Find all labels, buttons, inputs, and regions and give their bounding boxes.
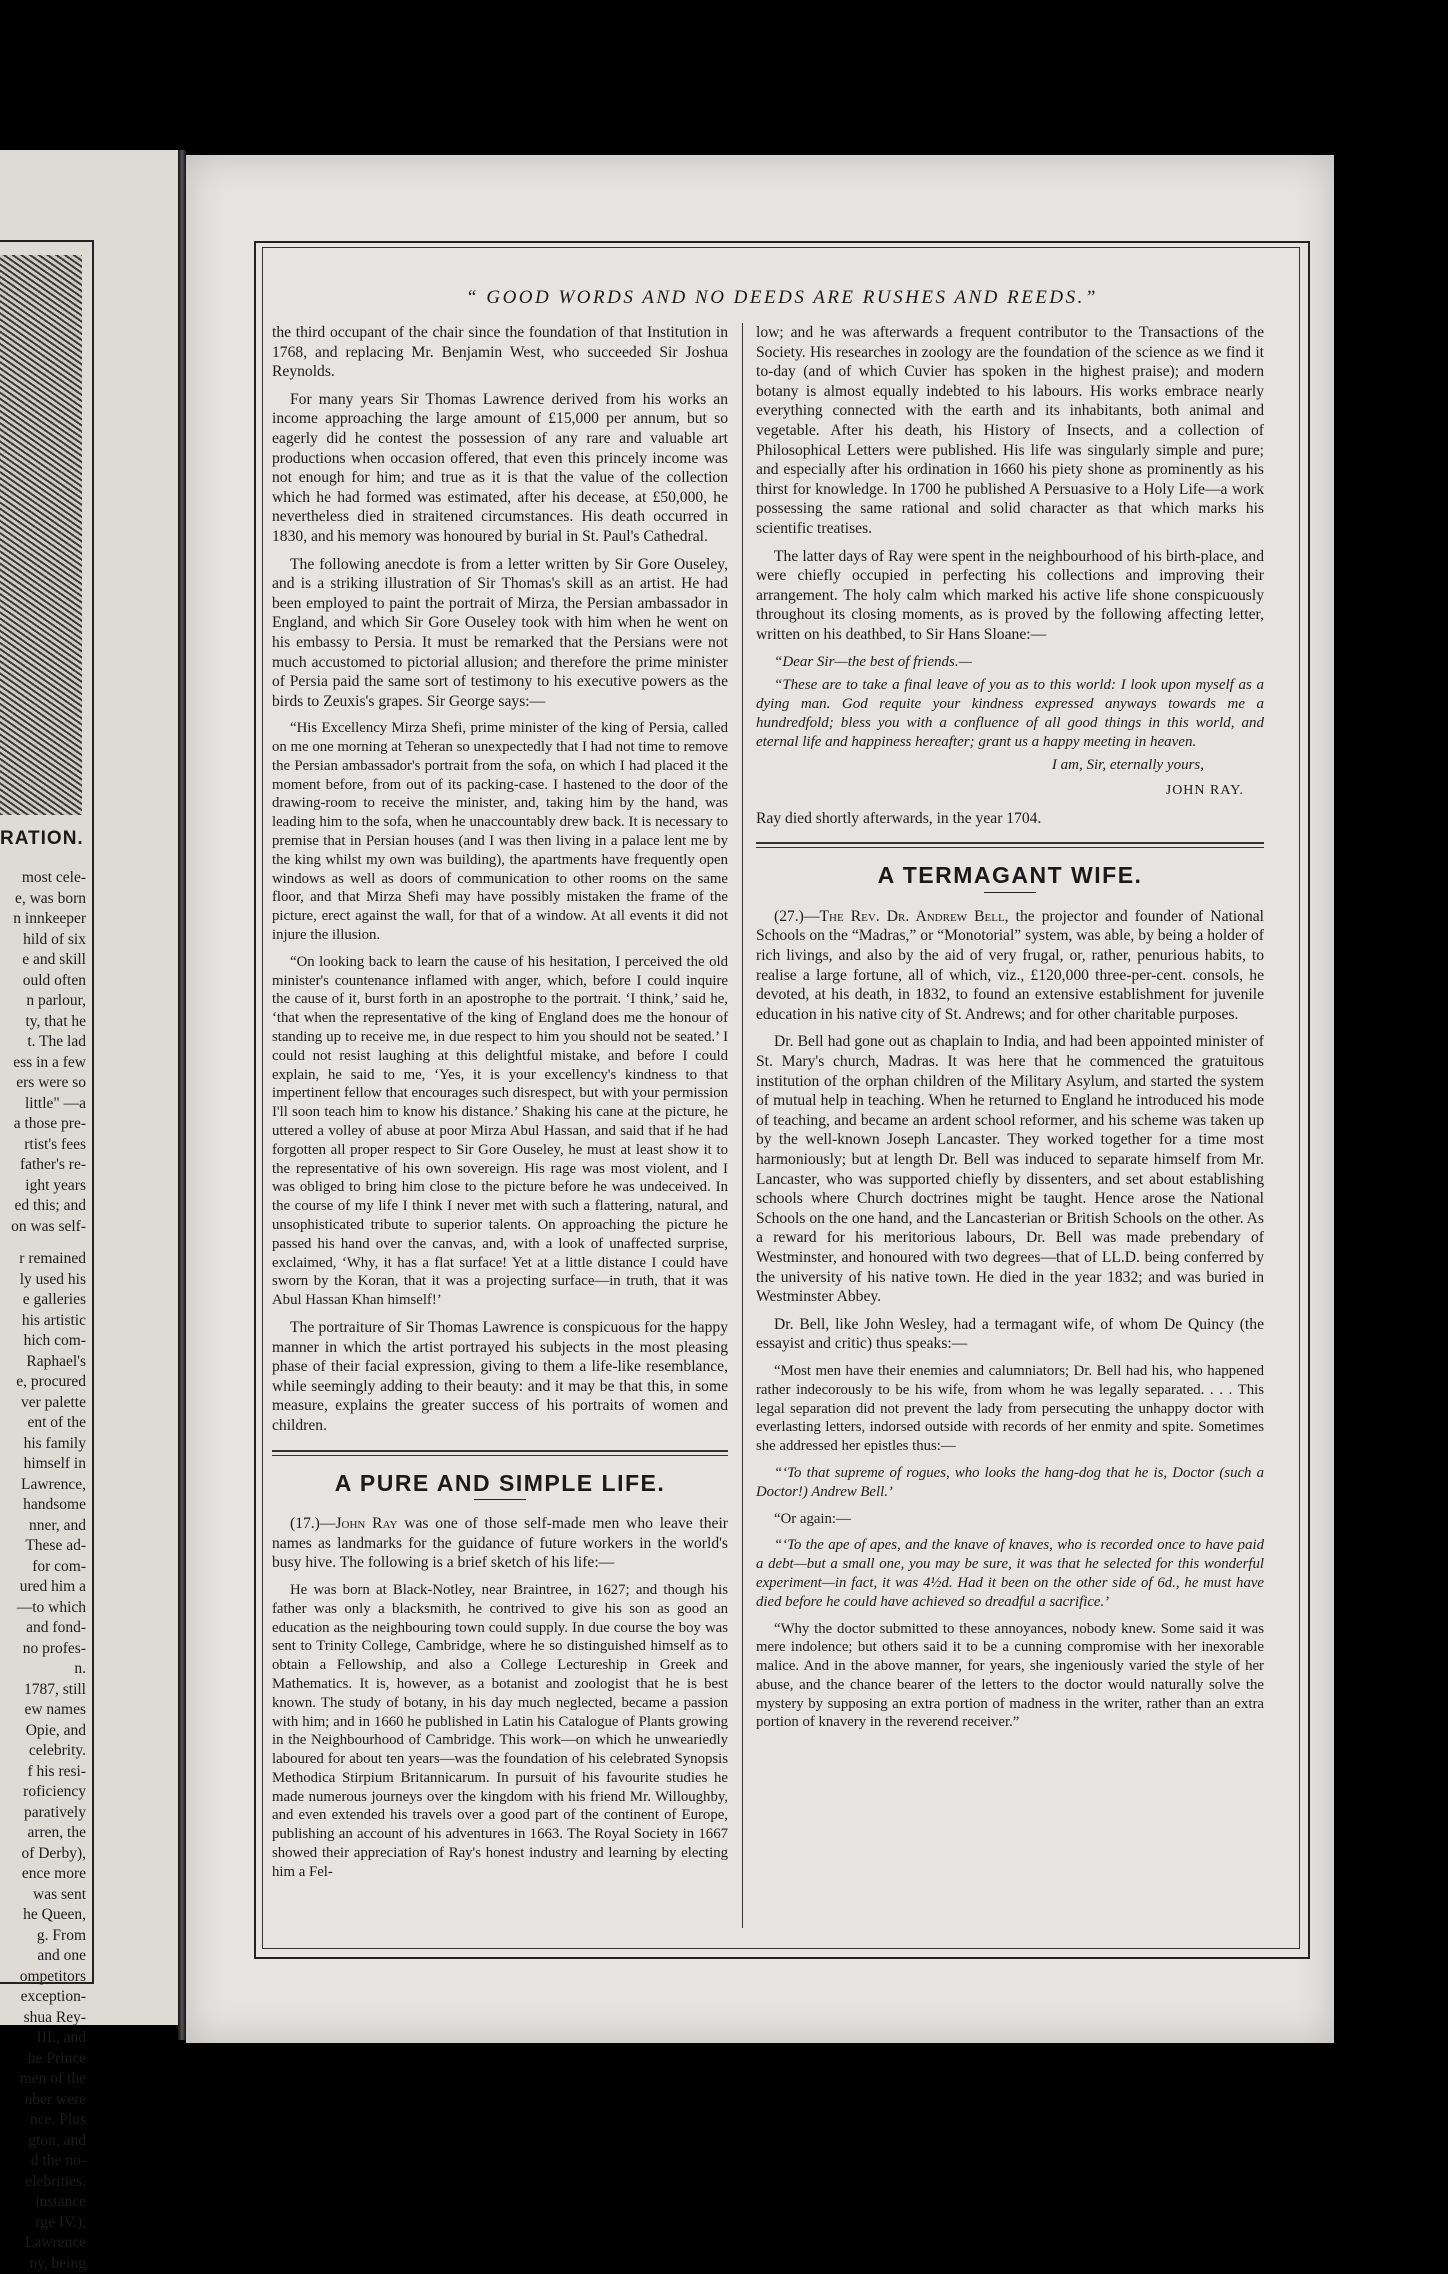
text-line: f his resi- — [2, 1762, 86, 1783]
book-spine — [178, 150, 186, 2040]
left-column — [272, 323, 728, 1890]
text-line: Opie, and — [2, 1721, 86, 1742]
left-page-heading: RATION. — [0, 828, 88, 850]
text-line: and one — [2, 1946, 86, 1967]
text-line: ers were so — [2, 1073, 86, 1094]
quoted-paragraph: “Why the doctor submitted to these annoyances, nobody knew. Some said it was mere indolence; but others said it to be a cunning compromise with her inexorable malice. And in the above manner, for years, she ingeniously varied the style of her abuse, and the chance bearer of the letters to the doctor would naturally solve the mystery by supposing an extra portion of madness in the writer, rather than an extra portion of knavery in the reverend receiver.” — [756, 1620, 1264, 1733]
paragraph: He was born at Black-Notley, near Braintree, in 1627; and though his father was only a blacksmith, he contrived to give his son as good an education as the neighbouring town could supply. In due course the boy was sent to Trinity College, Cambridge, where he so distinguished himself as to obtain a Fellowship, and also a College Lectureship in Greek and Mathematics. It is, however, as a botanist and zoologist that he is best known. The study of botany, in his day much neglected, became a passion with him; and in 1660 he published in Latin his Catalogue of Plants growing in the Neighbourhood of Cambridge. This work—on which he unweariedly laboured for about ten years—was the foundation of his celebrated Synopsis Methodica Stirpium Britannicarum. In pursuit of his favourite studies he made numerous journeys over the kingdom with his friend Mr. Willoughby, and even extended his travels over a good part of the continent of Europe, publishing an account of his adventures in 1663. The Royal Society in 1667 showed their appreciation of Ray's honest industry and learning by electing him a Fel- — [272, 1581, 728, 1882]
paragraph-lead: (27.)—The Rev. Dr. Andrew Bell, — [774, 908, 1009, 925]
text-line: t. The lad — [2, 1032, 86, 1053]
text-line: nce. Plus — [2, 2110, 86, 2131]
line-gap — [2, 1237, 86, 1249]
text-line: ly used his — [2, 1270, 86, 1291]
quoted-paragraph: “‘To that supreme of rogues, who looks the hang-dog that he is, Doctor (such a Doctor!) Andrew Bell.’ — [756, 1464, 1264, 1502]
text-line: he Prince — [2, 2049, 86, 2070]
text-line: of Derby), — [2, 1844, 86, 1865]
paragraph-lead: (17.)—John Ray — [290, 1515, 397, 1532]
text-line: elebrities. — [2, 2172, 86, 2193]
text-line: roficiency — [2, 1782, 86, 1803]
text-line: hich com- — [2, 1331, 86, 1352]
paragraph: the third occupant of the chair since the foundation of that Institution in 1768, and replacing Mr. Benjamin West, who succeeded Sir Joshua Reynolds. — [272, 323, 728, 382]
text-line: ny, being — [2, 2254, 86, 2274]
paragraph: low; and he was afterwards a frequent contributor to the Transactions of the Society. His researches in zoology are the foundation of the science as we find it to-day (and of which Cuvier has spoken in the highest praise); and modern botany is almost equally indebted to his labours. His works embrace nearly everything connected with the earth and its inhabitants, both animal and vegetable. After his death, his History of Insects, and a collection of Philosophical Letters were published. His life was singularly simple and pure; and especially after his ordination in 1660 his piety shone as prominently as his thirst for knowledge. In 1700 he published A Persuasive to a Holy Life—a work possessing the same rational and solid character as that which marks his scientific treatises. — [756, 323, 1264, 539]
title-underline — [474, 1499, 526, 1500]
text-line: arren, the — [2, 1823, 86, 1844]
text-line: ver palette — [2, 1393, 86, 1414]
text-line: for com- — [2, 1557, 86, 1578]
text-line: and fond- — [2, 1618, 86, 1639]
paragraph: Dr. Bell, like John Wesley, had a termagant wife, of whom De Quincy (the essayist and critic) thus speaks:— — [756, 1315, 1264, 1354]
text-line: g. From — [2, 1926, 86, 1947]
text-line: instance — [2, 2192, 86, 2213]
quoted-paragraph: “On looking back to learn the cause of his hesitation, I perceived the old minister's countenance inflamed with anger, which, before I could inquire the cause of it, burst forth in an apostrophe to the portrait. ‘I think,’ said he, ‘that when the representative of the king of England does me the honour of standing up to receive me, in due respect to him you should not be seated.’ I could not resist laughing at this delightful mistake, and before I could explain, he said to me, ‘Yes, it is your excellency's kindness to that impertinent fellow that encourages such disrespect, but with your permission I'll soon teach him to know his distance.’ Shaking his cane at the picture, he uttered a volley of abuse at poor Mirza Abul Hassan, and said that if he had forgotten all proper respect to Sir Gore Ouseley, he must at least show it to the representative of his own sovereign. His rage was most violent, and I was obliged to bring him close to the picture before he was undeceived. In the course of my life I think I never met with such a flattering, natural, and unsophisticated tribute to superior talents. On approaching the picture he passed his hand over the canvas, and, with a look of unaffected surprise, exclaimed, ‘Why, it has a flat surface! Yet at a little distance I could have sworn by the Koran, that it was a projecting surface—in truth, that it was Abul Hassan Khan himself!’ — [272, 953, 728, 1310]
text-line: was sent — [2, 1885, 86, 1906]
text-line: a those pre- — [2, 1114, 86, 1135]
text-line: his family — [2, 1434, 86, 1455]
text-line: These ad- — [2, 1536, 86, 1557]
paragraph — [272, 1514, 728, 1573]
quoted-paragraph: “‘To the ape of apes, and the knave of knaves, who is recorded once to have paid a debt—but a small one, you may be sure, it was that he selected for this wonderful experiment—in fact, it was 4½d. Had it been on the other side of 6d., he must have died before he could have achieved so dreadful a sacrifice.’ — [756, 1536, 1264, 1611]
text-line: ence more — [2, 1864, 86, 1885]
text-line: little" —a — [2, 1094, 86, 1115]
section-title: A PURE AND SIMPLE LIFE. — [272, 1474, 728, 1494]
text-line: Lawrence, — [2, 1475, 86, 1496]
text-line: shua Rey- — [2, 2008, 86, 2029]
text-line: n innkeeper — [2, 909, 86, 930]
text-line: on was self- — [2, 1217, 86, 1238]
text-line: e and skill — [2, 950, 86, 971]
text-line: his artistic — [2, 1311, 86, 1332]
text-line: handsome — [2, 1495, 86, 1516]
text-line: gton, and — [2, 2131, 86, 2152]
text-line: ew names — [2, 1700, 86, 1721]
paragraph-body: the projector and founder of National Schools on the “Madras,” or “Monotorial” system, was able, by being a holder of rich livings, and also by the aid of very frugal, or, rather, penurious habits, to realise a large fortune, all of which, viz., £120,000 three-per-cent. consols, he devoted, at his death, in 1832, to found an extensive establishment for juvenile education in his native city of St. Andrews; and for other charitable purposes. — [756, 908, 1264, 1023]
text-line: hild of six — [2, 930, 86, 951]
right-column — [756, 323, 1264, 1740]
quoted-paragraph: “His Excellency Mirza Shefi, prime minister of the king of Persia, called on me one morning at Teheran so unexpectedly that I had not time to remove the Persian ambassador's portrait from the sofa, on which I had placed it the moment before, from out of its packing-case. I hastened to the door of the drawing-room to receive the minister, and, taking him by the hand, was leading him to the sofa, when he unaccountably drew back. It is necessary to premise that in Persian houses (and I was then living in a palace lent me by the king whilst my own was building), the apartments have frequently open windows as well as doors of communication to other rooms on the same floor, and that Mirza Shefi may have possibly mistaken the frame of the picture, erect against the wall, for that of a window. At all events it did not injure the illusion. — [272, 719, 728, 945]
text-line: Raphael's — [2, 1352, 86, 1373]
letter-body: “These are to take a final leave of you as to this world: I look upon myself as a dying man. God requite your kindness expressed anyways towards me a hundredfold; bless you with a confluence of all good things in this world, and eternal life and happiness hereafter; grant us a happy meeting in heaven. — [756, 676, 1264, 752]
text-line: most cele- — [2, 868, 86, 889]
letter-salutation: “Dear Sir—the best of friends.— — [756, 653, 1264, 672]
text-line: ess in a few — [2, 1053, 86, 1074]
text-line: ured him a — [2, 1577, 86, 1598]
text-line: —to which — [2, 1598, 86, 1619]
text-line: r remained — [2, 1249, 86, 1270]
section-divider — [756, 842, 1264, 848]
text-line: III., and — [2, 2028, 86, 2049]
text-line: nner, and — [2, 1516, 86, 1537]
paragraph-body: was one of those self-made men who leave their names as landmarks for the guidance of future workers in the world's busy hive. The following is a brief sketch of his life:— — [272, 1515, 728, 1571]
text-line: nber were — [2, 2090, 86, 2111]
text-line: celebrity. — [2, 1741, 86, 1762]
text-line: d the no- — [2, 2151, 86, 2172]
text-line: ty, that he — [2, 1012, 86, 1033]
text-line: Lawrence — [2, 2233, 86, 2254]
text-line: rge IV.), — [2, 2213, 86, 2234]
paragraph: The following anecdote is from a letter written by Sir Gore Ouseley, and is a striking illustration of Sir Thomas's skill as an artist. He had been employed to paint the portrait of Mirza, the Persian ambassador in England, and which Sir Gore Ouseley took with him when he went on his embassy to Persia. It must be remarked that the Persians were not much accustomed to pictorial allusion; and therefore the prime minister of Persia paid the same sort of testimony to his executive powers as the birds to Zeuxis's grapes. Sir George says:— — [272, 555, 728, 712]
text-line: e galleries — [2, 1290, 86, 1311]
letter-closing: I am, Sir, eternally yours, — [756, 756, 1204, 776]
column-divider — [742, 323, 743, 1928]
left-page-text — [2, 868, 86, 2274]
adjacent-left-page — [0, 150, 178, 2025]
running-head: “ GOOD WORDS AND NO DEEDS ARE RUSHES AND REEDS.” — [282, 287, 1282, 309]
paragraph: Ray died shortly afterwards, in the year 1704. — [756, 809, 1264, 829]
text-line: e, procured — [2, 1372, 86, 1393]
text-line: ent of the — [2, 1413, 86, 1434]
quoted-paragraph: “Most men have their enemies and calumniators; Dr. Bell had his, who happened rather indecorously to be his wife, from whom he was legally separated. . . . This legal separation did not prevent the lady from persecuting the unhappy doctor with everlasting letters, indorsed outside with records of her enmity and spite. Sometimes she addressed her epistles thus:— — [756, 1362, 1264, 1456]
text-line: he Queen, — [2, 1905, 86, 1926]
text-line: n parlour, — [2, 991, 86, 1012]
text-line: ed this; and — [2, 1196, 86, 1217]
section-divider — [272, 1450, 728, 1456]
text-line: exception- — [2, 1987, 86, 2008]
main-page — [186, 155, 1334, 2043]
paragraph: The latter days of Ray were spent in the neighbourhood of his birth-place, and were chiefly occupied in perfecting his collections and improving their arrangement. The holy calm which marked his active life shone conspicuously throughout its closing moments, as is proved by the following affecting letter, written on his deathbed, to Sir Hans Sloane:— — [756, 547, 1264, 645]
text-line: paratively — [2, 1803, 86, 1824]
text-line: father's re- — [2, 1155, 86, 1176]
text-line: men of the — [2, 2069, 86, 2090]
title-underline — [984, 892, 1036, 893]
paragraph: The portraiture of Sir Thomas Lawrence is conspicuous for the happy manner in which the artist portrayed his subjects in the most pleasing phase of their facial expression, giving to them a life-like resemblance, while seemingly adding to their beauty: and it may be that this, in some measure, explains the greater success of his portraits of women and children. — [272, 1318, 728, 1436]
paragraph: Dr. Bell had gone out as chaplain to India, and had been appointed minister of St. Mary's church, Madras. It was here that he commenced the gratuitous institution of the orphan children of the Military Asylum, and started the system of mutual help in teaching. When he returned to England he introduced his mode of teaching, and became an ardent school reformer, and his scheme was taken up by the well-known Joseph Lancaster. They worked together for a time most harmoniously; but at length Dr. Bell was induced to separate himself from Mr. Lancaster, who was supported chiefly by dissenters, and set about establishing schools where Church doctrines might be taught. Hence arose the National Schools on the one hand, and the Lancasterian or British Schools on the other. As a reward for his meritorious labours, Dr. Bell was made prebendary of Westminster, and honoured with two degrees—that of LL.D. being conferred by the university of his native town. He died in the year 1832; and was buried in Westminster Abbey. — [756, 1032, 1264, 1306]
text-line: 1787, still — [2, 1680, 86, 1701]
quoted-paragraph: “Or again:— — [756, 1510, 1264, 1529]
text-line: e, was born — [2, 889, 86, 910]
text-line: ight years — [2, 1176, 86, 1197]
paragraph: For many years Sir Thomas Lawrence derived from his works an income approaching the large amount of £15,000 per annum, but so eagerly did he contest the possession of any rare and valuable art productions when occasion offered, that even this princely income was not enough for him; and true as it is that the value of the collection which he had formed was estimated, after his decease, at £50,000, he nevertheless died in straitened circumstances. His death occurred in 1830, and his memory was honoured by burial in St. Paul's Cathedral. — [272, 390, 728, 547]
text-line: ompetitors — [2, 1967, 86, 1988]
text-line: no profes- — [2, 1639, 86, 1660]
text-line: himself in — [2, 1454, 86, 1475]
text-line: ould often — [2, 971, 86, 992]
left-page-engraving — [0, 255, 82, 815]
text-line: rtist's fees — [2, 1135, 86, 1156]
letter-signature: JOHN RAY. — [756, 781, 1244, 801]
text-line: n. — [2, 1659, 86, 1680]
paragraph — [756, 907, 1264, 1025]
section-title: A TERMAGANT WIFE. — [756, 866, 1264, 886]
